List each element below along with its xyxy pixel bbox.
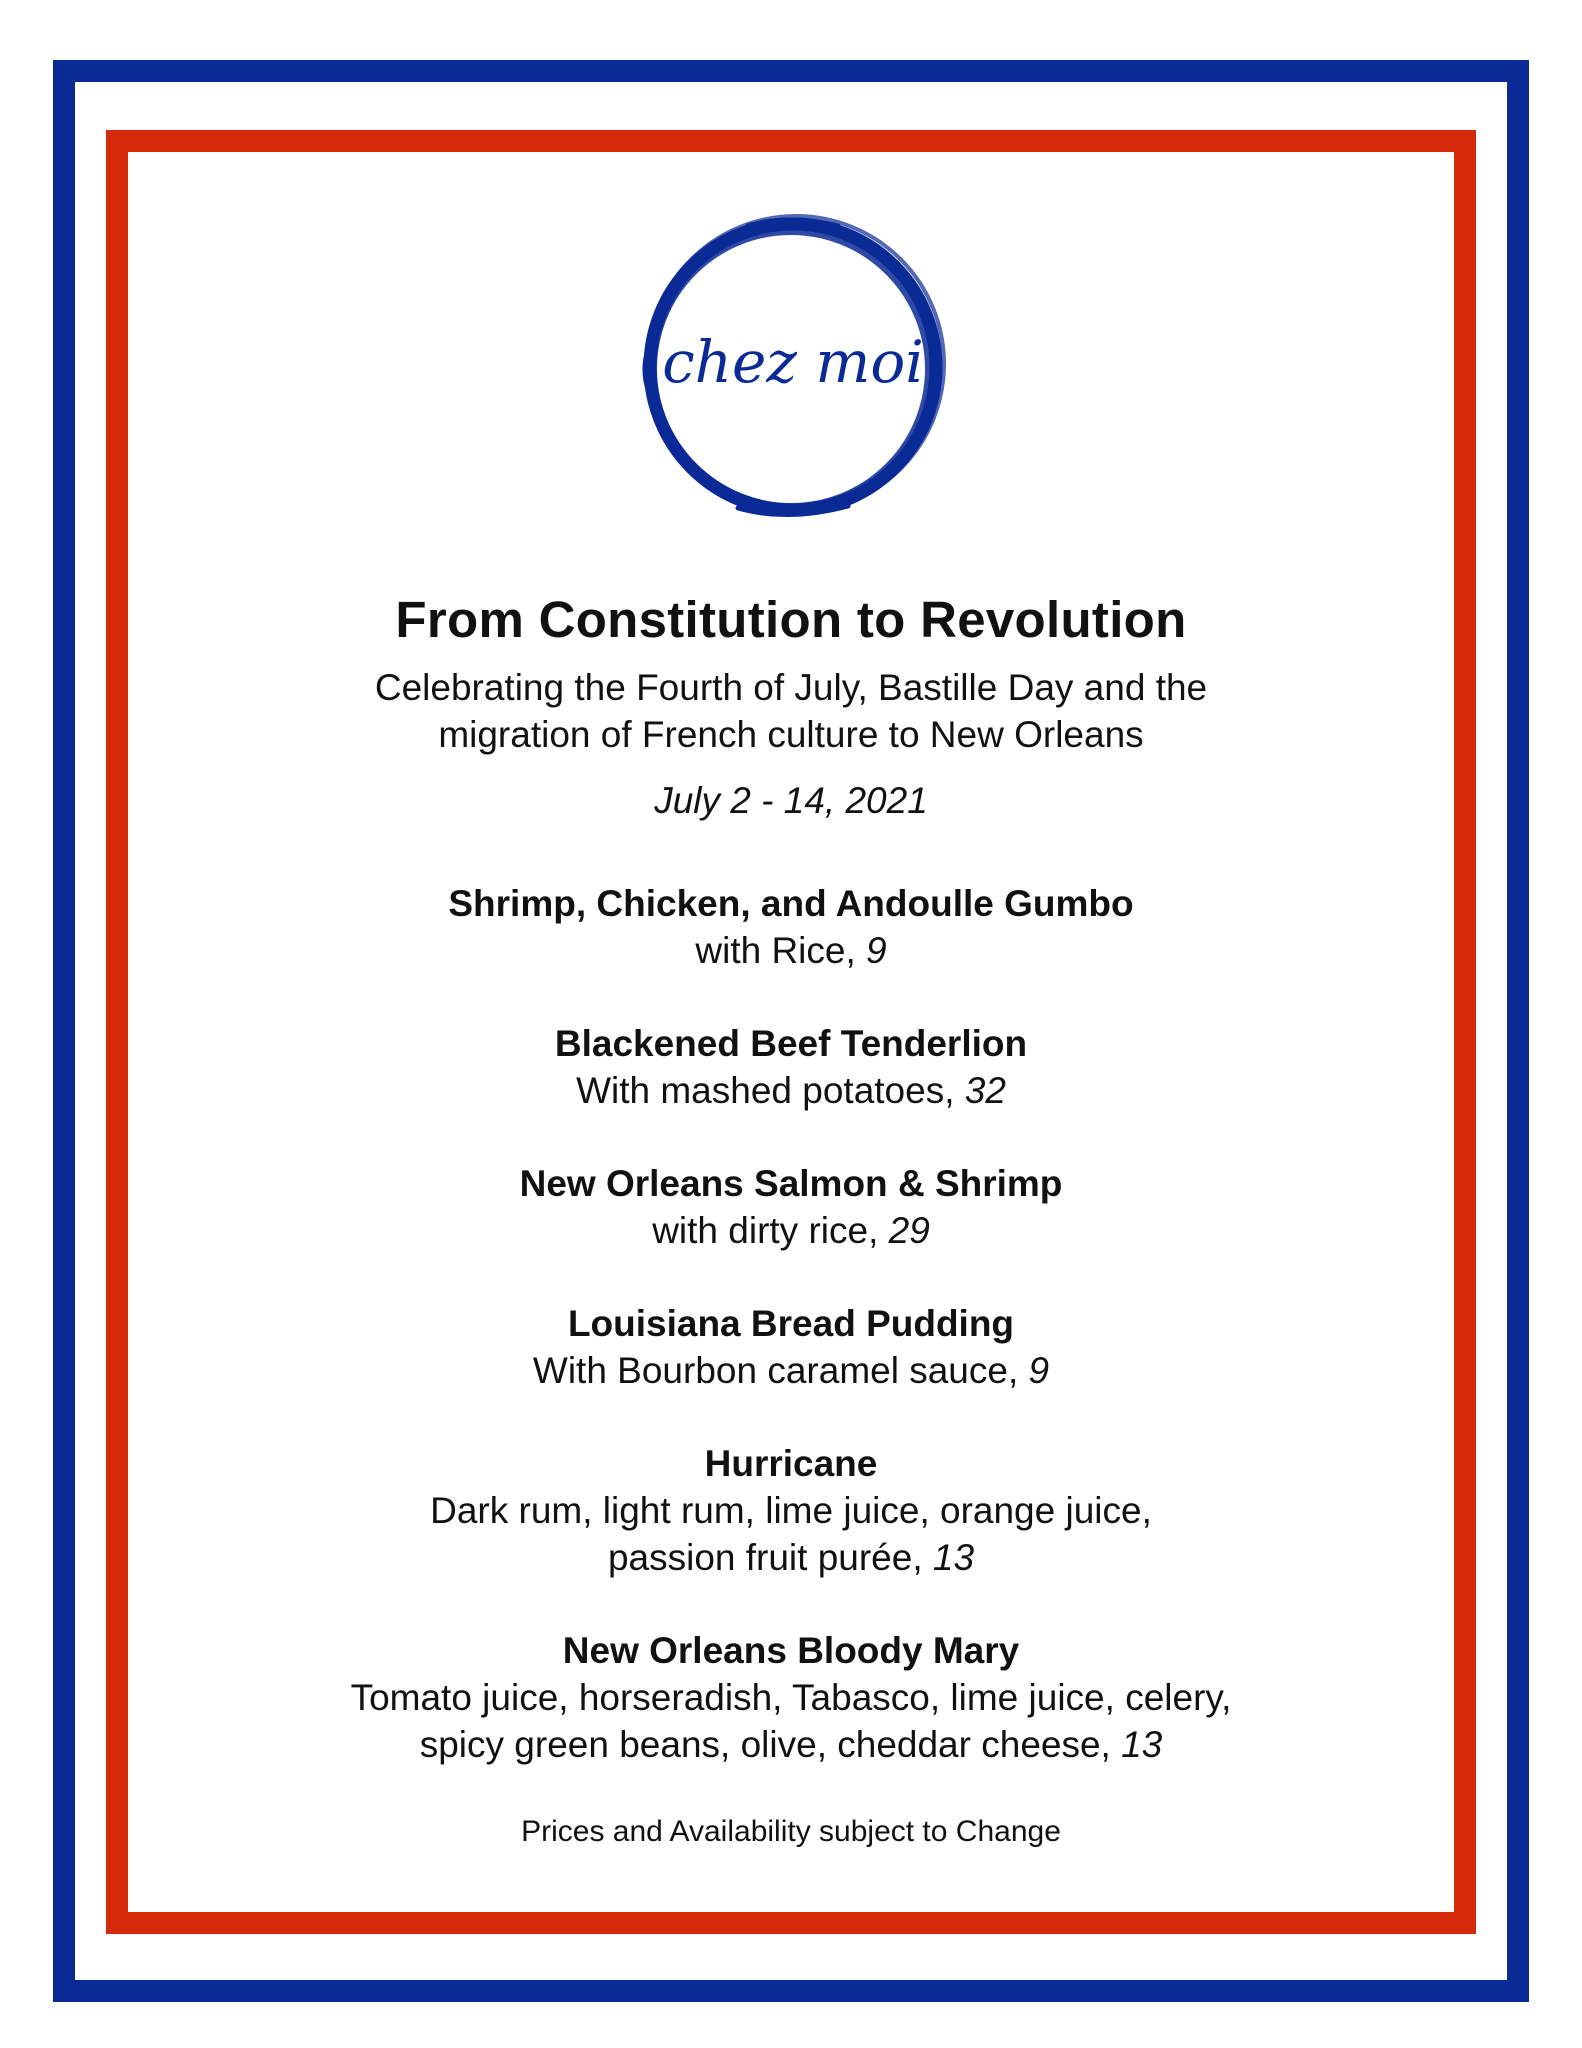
menu-item [128,880,1454,974]
item-description-text: with dirty rice, [652,1210,889,1251]
item-name: Shrimp, Chicken, and Andoulle Gumbo [448,883,1134,924]
menu-item [128,1300,1454,1394]
menu-items [128,880,1454,1814]
item-price: 13 [1121,1724,1163,1765]
item-price: 13 [932,1537,975,1578]
item-description [128,1207,1454,1254]
item-description-text: with Rice, [695,930,867,971]
item-description-line-1: Tomato juice, horseradish, Tabasco, lime juice, celery, [350,1677,1232,1718]
page-title: From Constitution to Revolution [395,591,1187,648]
item-description-line-2 [128,1721,1454,1768]
item-description-text: With Bourbon caramel sauce, [532,1350,1029,1391]
item-price: 9 [866,930,887,971]
logo-text: chez moi [662,328,924,396]
menu-item [128,1627,1454,1768]
menu-item [128,1160,1454,1254]
item-description-text: With mashed potatoes, [576,1070,965,1111]
item-description [128,1067,1454,1114]
item-description-text: spicy green beans, olive, cheddar cheese, [419,1724,1122,1765]
item-price: 29 [888,1210,930,1251]
disclaimer: Prices and Availability subject to Change [521,1815,1061,1848]
menu-item [128,1020,1454,1114]
menu-item [128,1440,1454,1581]
item-name: Hurricane [704,1443,878,1484]
event-dates: July 2 - 14, 2021 [654,780,928,821]
subtitle [128,664,1454,758]
chez-moi-logo [628,202,958,532]
item-description-text: passion fruit purée, [607,1537,933,1578]
item-price: 9 [1028,1350,1050,1391]
item-description [128,1347,1454,1394]
menu-page [128,152,1454,1912]
item-name: Blackened Beef Tenderlion [554,1023,1028,1064]
subtitle-line-2: migration of French culture to New Orleans [438,714,1144,755]
item-name: New Orleans Bloody Mary [562,1630,1020,1671]
item-name: New Orleans Salmon & Shrimp [519,1163,1063,1204]
subtitle-line-1: Celebrating the Fourth of July, Bastille Day and the [374,667,1208,708]
item-description-line-1: Dark rum, light rum, lime juice, orange juice, [430,1490,1152,1531]
item-description [128,927,1454,974]
item-price: 32 [964,1070,1006,1111]
item-description-line-2 [128,1534,1454,1581]
item-name: Louisiana Bread Pudding [567,1303,1015,1344]
